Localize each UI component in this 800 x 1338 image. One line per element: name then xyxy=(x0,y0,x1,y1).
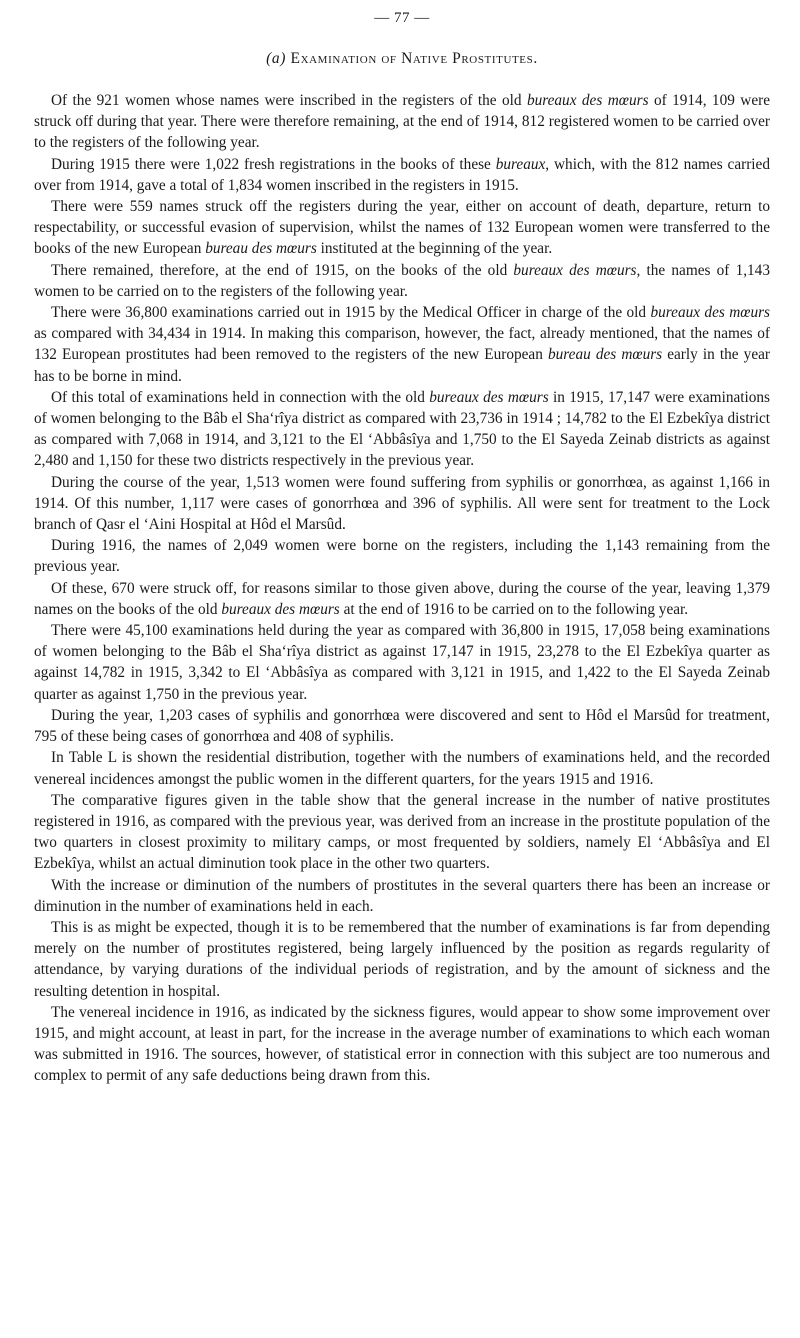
paragraph-text: in 1915, 17,147 were examinations of women belonging to the Bâb el Sha‘rîya district as compared with 23,736 in 1914 ; 14,782 to the El Ezbekîya district as compared with 7,068 in 1914, and 3,121 to the El ‘Abbâsîya and 1,750 to the El Sayeda Zeinab districts as against 2,480 and 1,150 for these two districts respectively in the previous year. xyxy=(34,388,771,470)
paragraph-text: During 1915 there were 1,022 fresh registrations in the books of these xyxy=(51,155,496,173)
italic-term: bureaux des mœurs xyxy=(429,388,549,406)
paragraph xyxy=(34,260,770,302)
paragraph-text: In Table L is shown the residential distribution, together with the numbers of examinations held, and the recorded venereal incidences amongst the public women in the different quarters, for the years 1915 and 1916. xyxy=(34,749,770,788)
paragraph xyxy=(34,917,770,1002)
paragraph xyxy=(34,705,770,747)
paragraph-text: of 1914, 109 were struck off during that year. There were therefore remaining, at the end of 1914, 812 registered women to be carried over to the registers of the following year. xyxy=(34,92,771,152)
italic-term: bureaux des mœurs xyxy=(526,92,649,109)
document-page xyxy=(34,8,770,1087)
paragraph-text: as compared with 34,434 in 1914. In making this comparison, however, the fact, already mentioned, that the names of 132 European prostitutes had been removed to the registers of the new European xyxy=(34,325,770,364)
italic-term: bureau des mœurs xyxy=(547,346,663,364)
paragraph-text: The comparative figures given in the table show that the general increase in the number of native prostitutes registered in 1916, as compared with the previous year, was derived from an increase in the prostitute population of the two quarters in closest proximity to military camps, or most frequented by soldiers, namely El ‘Abbâsîya and El Ezbekîya, whilst an actual diminution took place in the other two quarters. xyxy=(34,791,770,873)
paragraph-text: which, with the 812 names carried over from 1914, gave a total of 1,834 women inscribed in the registers in 1915. xyxy=(34,155,770,194)
paragraph xyxy=(34,302,770,387)
section-marker: (a) xyxy=(266,50,287,67)
paragraph xyxy=(34,875,770,917)
italic-term: bureaux des mœurs xyxy=(221,600,340,618)
section-title: Examination of Native Prostitutes. xyxy=(290,50,538,67)
paragraph xyxy=(34,578,770,620)
paragraph xyxy=(34,1002,770,1087)
paragraph-text: There were 36,800 examinations carried out in 1915 by the Medical Officer in charge of the old xyxy=(51,304,651,322)
paragraph-text: the names of 1,143 women to be carried on to the registers of the following year. xyxy=(34,261,770,300)
paragraph-text: The venereal incidence in 1916, as indicated by the sickness figures, would appear to show some improvement over 1915, and might account, at least in part, for the increase in the average number of examinations to which each woman was submitted in 1916. The sources, however, of statistical error in connection with this subject are too numerous and complex to permit of any safe deductions being drawn from this. xyxy=(34,1003,770,1085)
paragraph xyxy=(34,472,770,536)
paragraph-text: Of these, 670 were struck off, for reasons similar to those given above, during the course of the year, leaving 1,379 names on the books of the old xyxy=(34,579,770,618)
paragraph xyxy=(34,90,770,154)
paragraph-text: Of this total of examinations held in connection with the old xyxy=(51,388,430,406)
paragraph-text: During 1916, the names of 2,049 women were borne on the registers, including the 1,143 remaining from the previous year. xyxy=(34,537,770,576)
paragraph-text: During the year, 1,203 cases of syphilis and gonorrhœa were discovered and sent to Hôd el Marsûd for treatment, 795 of these being cases of gonorrhœa and 408 of syphilis. xyxy=(34,706,770,746)
italic-term: bureaux des mœurs xyxy=(650,304,770,322)
section-heading xyxy=(34,48,770,70)
paragraph-text: There were 559 names struck off the registers during the year, either on account of death, departure, return to respectability, or successful evasion of supervision, whilst the names of 132 European women were transferred to the books of the new European xyxy=(34,198,770,258)
paragraph-text: early in the year has to be borne in mind. xyxy=(34,346,770,385)
paragraph xyxy=(34,620,770,705)
paragraph-text: There remained, therefore, at the end of 1915, on the books of the old xyxy=(51,261,514,279)
page-number: — 77 — xyxy=(374,10,430,26)
paragraph-text: instituted at the beginning of the year. xyxy=(316,240,553,258)
paragraph-text: This is as might be expected, though it is to be remembered that the number of examinations is far from depending merely on the number of prostitutes registered, being largely influenced by the position as regards regularity of attendance, by varying durations of the individual periods of registration, and by the amount of sickness and the resulting detention in hospital. xyxy=(34,918,770,1000)
paragraph xyxy=(34,535,770,577)
paragraph xyxy=(34,747,770,789)
paragraph-text: During the course of the year, 1,513 women were found suffering from syphilis or gonorrhœa, as against 1,166 in 1914. Of this number, 1,117 were cases of gonorrhœa and 396 of syphilis. All were sent for treatment to the Lock branch of Qasr el ‘Aini Hospital at Hôd el Marsûd. xyxy=(34,473,770,534)
italic-term: bureaux des mœurs, xyxy=(513,261,641,279)
paragraph-text: Of the 921 women whose names were inscribed in the registers of the old xyxy=(51,92,527,109)
italic-term: bureau des mœurs xyxy=(205,240,317,258)
paragraph xyxy=(34,154,770,196)
italic-term: bureaux, xyxy=(495,155,550,173)
paragraph xyxy=(34,790,770,875)
paragraph-text: With the increase or diminution of the numbers of prostitutes in the several quarters there has been an increase or diminution in the number of examinations held in each. xyxy=(34,876,770,915)
body-text xyxy=(34,90,770,1087)
paragraph-text: at the end of 1916 to be carried on to the following year. xyxy=(339,600,689,618)
paragraph xyxy=(34,387,770,472)
paragraph-text: There were 45,100 examinations held during the year as compared with 36,800 in 1915, 17,058 being examinations of women belonging to the Bâb el Sha‘rîya district as against 17,147 in 1915, 23,278 to the El Ezbekîya quarter as against 14,782 in 1915, 3,342 to El ‘Abbâsîya as compared with 3,121 in 1915, and 1,422 to the El Sayeda Zeinab quarter as against 1,750 in the previous year. xyxy=(34,622,770,703)
paragraph xyxy=(34,196,770,260)
